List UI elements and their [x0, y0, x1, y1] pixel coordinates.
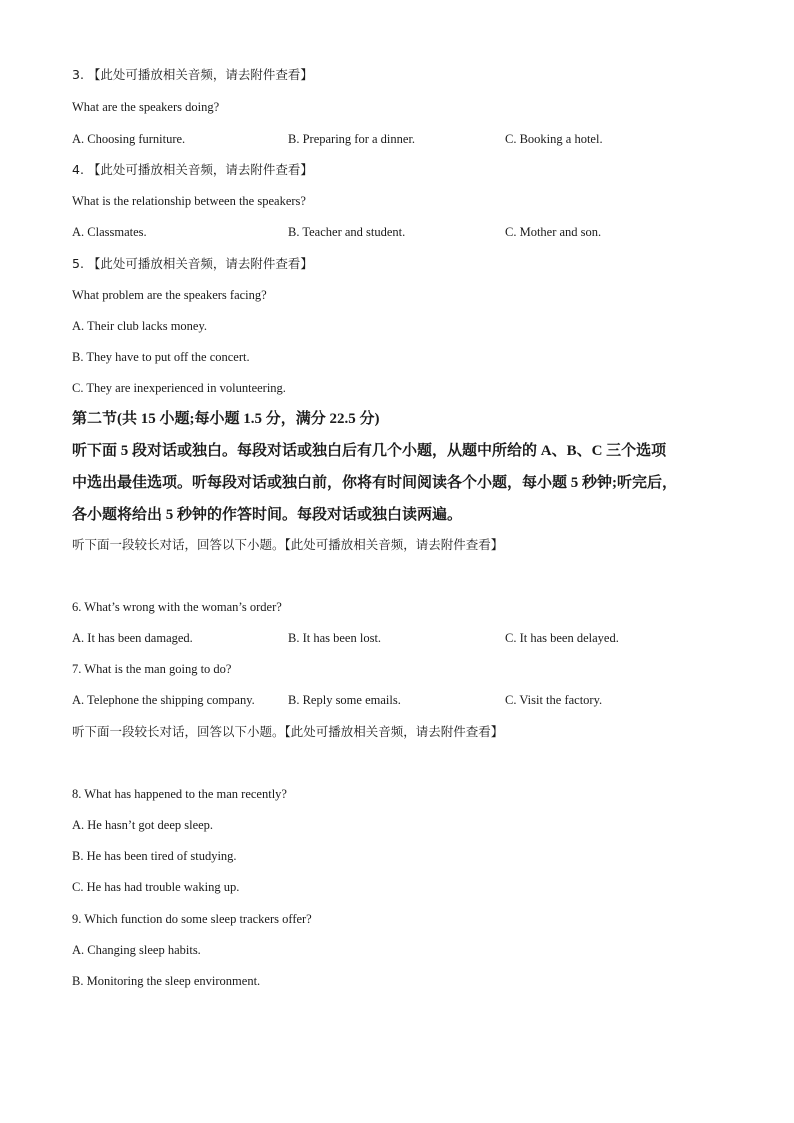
q7-option-c: C. Visit the factory.	[505, 693, 603, 707]
section-title: 第二节(共 15 小题;每小题 1.5 分，满分 22.5 分)	[72, 411, 380, 427]
q9-option-a: A. Changing sleep habits.	[72, 943, 201, 957]
q4-option-b: B. Teacher and student.	[288, 225, 406, 239]
q6-option-b: B. It has been lost.	[288, 631, 382, 645]
q7-option-a: A. Telephone the shipping company.	[72, 693, 255, 707]
q8-option-c: C. He has had trouble waking up.	[72, 880, 240, 894]
q5-question: What problem are the speakers facing?	[72, 288, 267, 302]
q8-option-b: B. He has been tired of studying.	[72, 849, 237, 863]
instructions-line-1: 听下面 5 段对话或独白。每段对话或独白后有几个小题，从题中所给的 A、B、C 三个选项	[72, 443, 667, 459]
q3-question: What are the speakers doing?	[72, 100, 220, 114]
q4-header: 4. 【此处可播放相关音频，请去附件查看】	[72, 162, 313, 177]
q5-option-b: B. They have to put off the concert.	[72, 350, 250, 364]
q7-option-b: B. Reply some emails.	[288, 693, 401, 707]
q6-question: 6. What’s wrong with the woman’s order?	[72, 600, 282, 614]
listen-prompt-1: 听下面一段较长对话，回答以下小题。【此处可播放相关音频，请去附件查看】	[72, 537, 504, 552]
instructions-line-3: 各小题将给出 5 秒钟的作答时间。每段对话或独白读两遍。	[72, 507, 463, 523]
q8-option-a: A. He hasn’t got deep sleep.	[72, 818, 214, 832]
q5-option-c: C. They are inexperienced in volunteering.	[72, 381, 286, 395]
q6-option-a: A. It has been damaged.	[72, 631, 193, 645]
q6-option-c: C. It has been delayed.	[505, 631, 619, 645]
q8-question: 8. What has happened to the man recently?	[72, 787, 287, 801]
q4-option-a: A. Classmates.	[72, 225, 147, 239]
listen-prompt-2: 听下面一段较长对话，回答以下小题。【此处可播放相关音频，请去附件查看】	[72, 724, 504, 739]
q9-option-b: B. Monitoring the sleep environment.	[72, 974, 261, 988]
q5-header: 5. 【此处可播放相关音频，请去附件查看】	[72, 256, 313, 271]
q3-option-b: B. Preparing for a dinner.	[288, 132, 416, 146]
instructions-line-2: 中选出最佳选项。听每段对话或独白前，你将有时间阅读各个小题，每小题 5 秒钟;听完后，	[72, 475, 677, 491]
q5-option-a: A. Their club lacks money.	[72, 319, 208, 333]
q3-option-a: A. Choosing furniture.	[72, 132, 186, 146]
q3-header: 3. 【此处可播放相关音频，请去附件查看】	[72, 67, 313, 82]
q4-question: What is the relationship between the speakers?	[72, 194, 306, 208]
q3-option-c: C. Booking a hotel.	[505, 132, 603, 146]
q7-question: 7. What is the man going to do?	[72, 662, 232, 676]
q9-question: 9. Which function do some sleep trackers offer?	[72, 912, 312, 926]
q4-option-c: C. Mother and son.	[505, 225, 602, 239]
